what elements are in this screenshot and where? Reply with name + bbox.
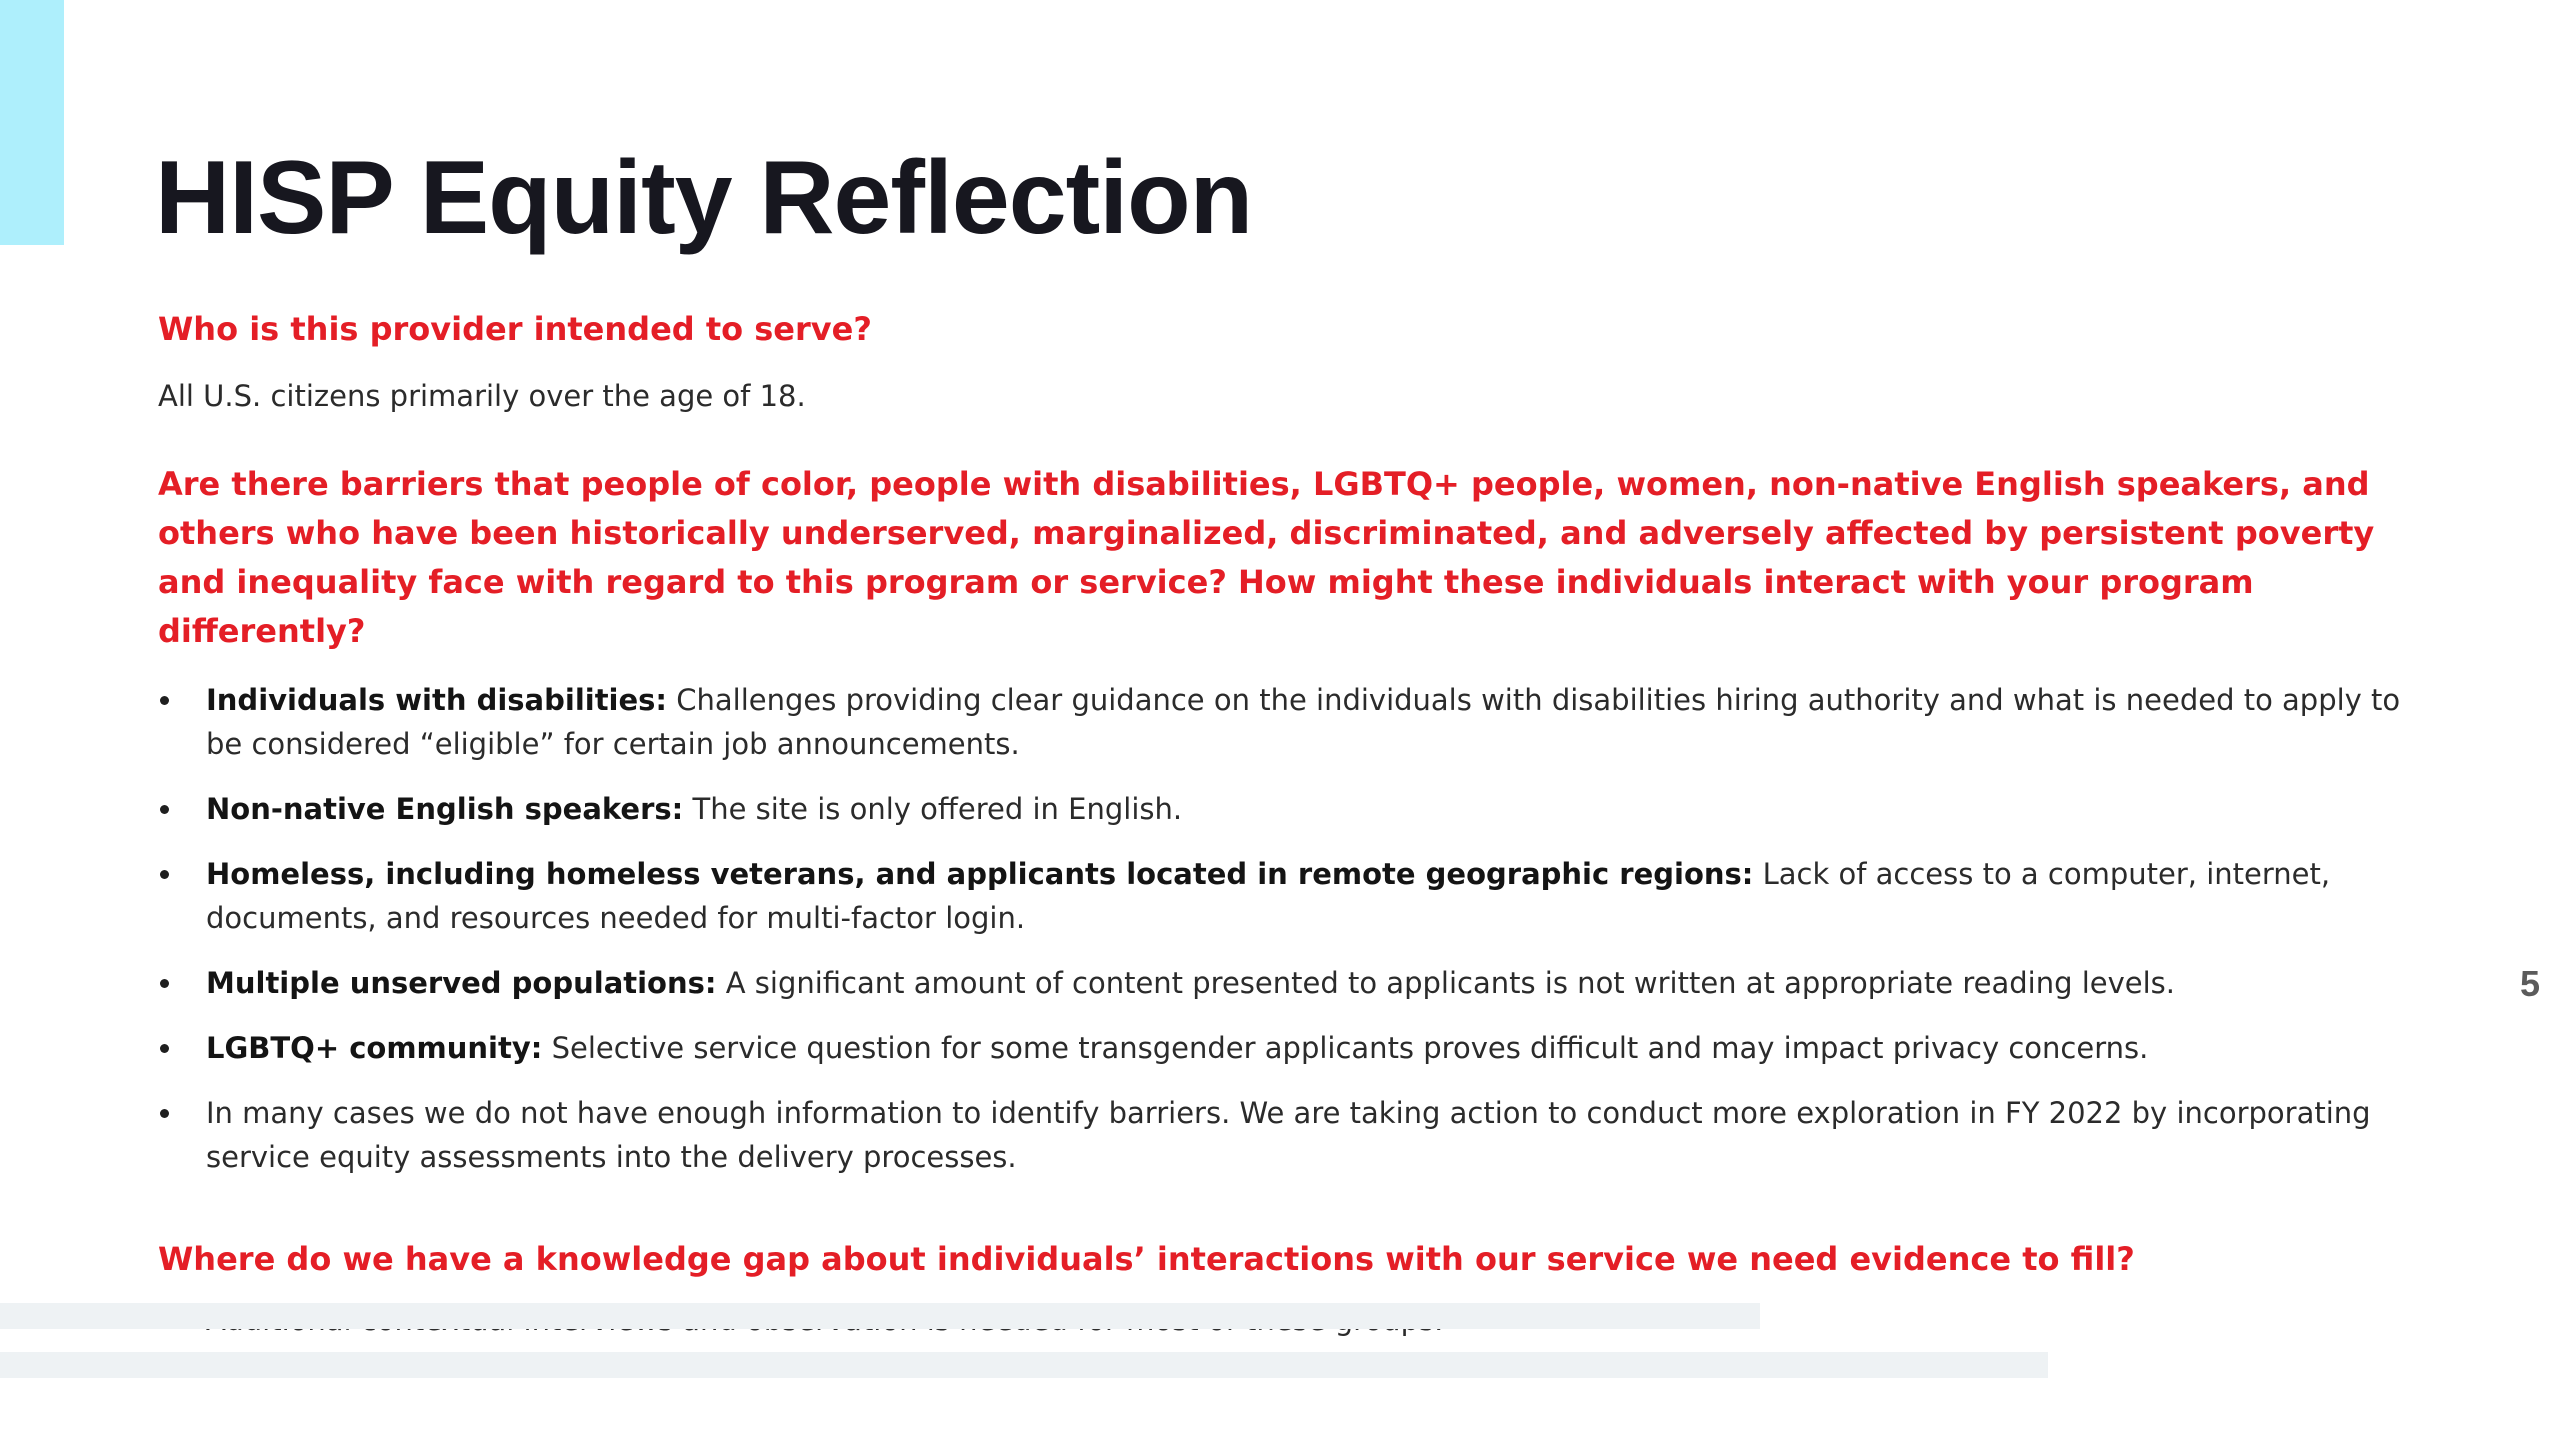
list-item bbox=[158, 1091, 2428, 1179]
bullet-label: Individuals with disabilities: bbox=[206, 683, 668, 717]
bullet-text: In many cases we do not have enough information to identify barriers. We are taking action to conduct more exploration in FY 2022 by incorporating service equity assessments into the delivery processes. bbox=[206, 1096, 2371, 1174]
list-item bbox=[158, 852, 2428, 940]
bullet-icon bbox=[160, 805, 169, 814]
list-item bbox=[158, 1026, 2428, 1070]
accent-bar bbox=[0, 0, 64, 245]
footer-stripe bbox=[0, 1352, 2048, 1378]
bullet-text: Lack of access to a computer, internet, documents, and resources needed for multi-factor login. bbox=[206, 857, 2331, 935]
page-number: 5 bbox=[2520, 963, 2541, 1004]
page-title: HISP Equity Reflection bbox=[155, 140, 1253, 256]
question-barriers: Are there barriers that people of color, people with disabilities, LGBTQ+ people, women, non-native English speakers, and others who have been historically underserved, marginalized, discriminated, and adversely affected by persistent poverty and inequality face with regard to this program or service? How might these individuals interact with your program differently? bbox=[158, 465, 2375, 650]
question-intended-audience: Who is this provider intended to serve? bbox=[158, 310, 872, 348]
bullet-label: Multiple unserved populations: bbox=[206, 966, 717, 1000]
barriers-list bbox=[158, 678, 2428, 1179]
question-knowledge-gap: Where do we have a knowledge gap about individuals’ interactions with our service we need evidence to fill? bbox=[158, 1240, 2135, 1278]
list-item bbox=[158, 678, 2428, 766]
bullet-text: A significant amount of content presented to applicants is not written at appropriate reading levels. bbox=[716, 966, 2175, 1000]
bullet-icon bbox=[160, 696, 169, 705]
answer-intended-audience: All U.S. citizens primarily over the age of 18. bbox=[158, 379, 806, 413]
bullet-text: Challenges providing clear guidance on the individuals with disabilities hiring authority and what is needed to apply to be considered “eligible” for certain job announcements. bbox=[206, 683, 2401, 761]
bullet-icon bbox=[160, 979, 169, 988]
bullet-label: Homeless, including homeless veterans, and applicants located in remote geographic regions: bbox=[206, 857, 1754, 891]
list-item bbox=[158, 961, 2428, 1005]
bullet-text: Selective service question for some transgender applicants proves difficult and may impact privacy concerns. bbox=[542, 1031, 2149, 1065]
list-item bbox=[158, 787, 2428, 831]
slide-content bbox=[158, 300, 2428, 1342]
bullet-label: LGBTQ+ community: bbox=[206, 1031, 543, 1065]
bullet-text: The site is only offered in English. bbox=[683, 792, 1183, 826]
bullet-label: Non-native English speakers: bbox=[206, 792, 684, 826]
footer-stripe bbox=[0, 1303, 1760, 1329]
bullet-icon bbox=[160, 1109, 169, 1118]
bullet-icon bbox=[160, 1044, 169, 1053]
bullet-icon bbox=[160, 870, 169, 879]
